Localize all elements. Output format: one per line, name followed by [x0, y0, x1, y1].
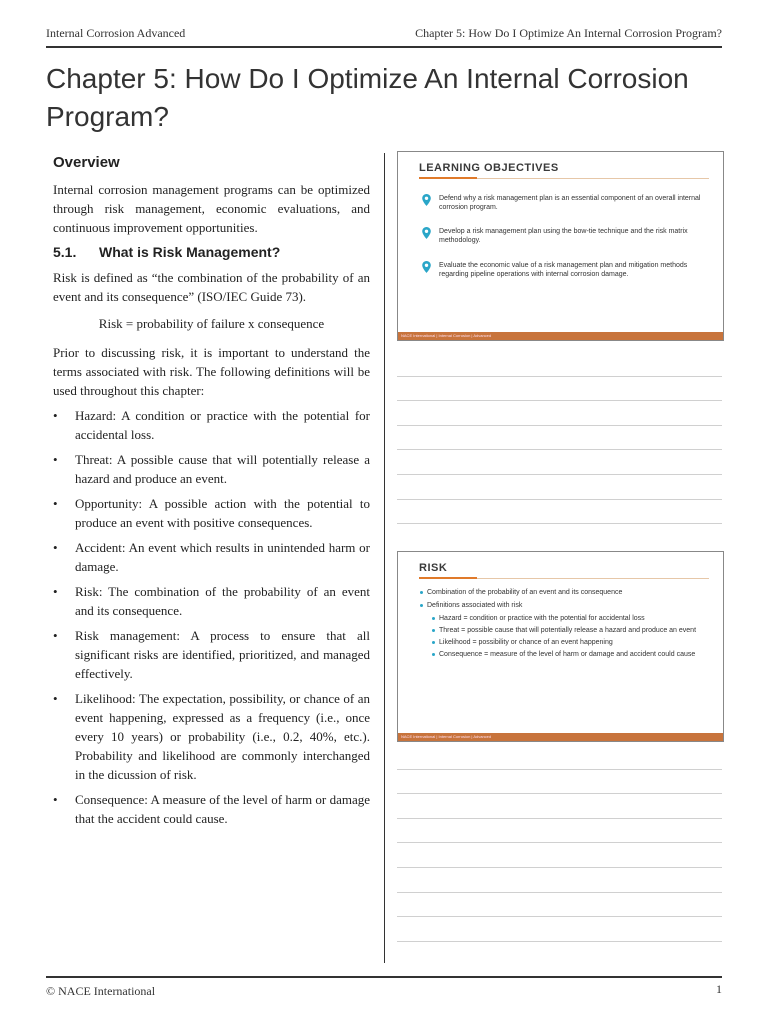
objective-text: Defend why a risk management plan is an essential component of an overall internal corrosion program.	[439, 195, 701, 211]
list-item: Definitions associated with risk	[419, 601, 714, 610]
list-item: • Threat: A possible cause that will potentially release a hazard and produce an event.	[53, 450, 370, 488]
header-left: Internal Corrosion Advanced	[46, 26, 186, 40]
slide-title-underline	[419, 578, 709, 579]
page-number: 1	[716, 982, 722, 996]
column-divider	[384, 153, 385, 963]
overview-paragraph: Internal corrosion management programs can be optimized through risk management, economic evaluations, and continuous improvement opportunities.	[53, 182, 370, 235]
slide-footer-text: NACE International | Internal Corrosion | Advanced	[401, 333, 492, 338]
definitions-intro: Prior to discussing risk, it is important to understand the terms associated with risk. The following definitions will be used throughout this chapter:	[53, 345, 370, 398]
objective-text: Evaluate the economic value of a risk management plan and mitigation methods regarding pipeline operations with internal corrosion damage.	[439, 262, 688, 278]
risk-definition: Risk is defined as “the combination of the probability of an event and its consequence” (ISO/IEC Guide 73).	[53, 270, 370, 304]
slide-title-underline	[419, 178, 709, 179]
header-right: Chapter 5: How Do I Optimize An Internal Corrosion Program?	[415, 26, 722, 40]
slide-risk	[397, 551, 724, 742]
list-item: • Risk management: A process to ensure that all significant risks are identified, prioritized, and managed effectively.	[53, 626, 370, 683]
slide-footer-text: NACE International | Internal Corrosion | Advanced	[401, 734, 492, 739]
notes-lines-bottom	[397, 745, 722, 942]
section-heading	[53, 243, 370, 262]
page-title: Chapter 5: How Do I Optimize An Internal Corrosion Program?	[46, 63, 689, 132]
risk-formula: Risk = probability of failure x consequence	[98, 316, 325, 331]
slide-footer	[398, 332, 723, 340]
list-item: • Opportunity: A possible action with the potential to produce an event with positive consequences.	[53, 494, 370, 532]
risk-bullet-list	[419, 588, 714, 662]
copyright: © NACE International	[46, 984, 156, 998]
objective-item	[422, 227, 702, 245]
overview-heading: Overview	[53, 154, 120, 171]
slide-footer	[398, 733, 723, 741]
list-item: Likelihood = possibility or chance of an event happening	[431, 638, 714, 647]
objective-text: Develop a risk management plan using the bow-tie technique and the risk matrix methodology.	[439, 228, 688, 244]
list-item: Consequence = measure of the level of harm or damage and accident could cause	[431, 650, 714, 659]
section-title: What is Risk Management?	[99, 244, 281, 260]
objective-item	[422, 194, 702, 212]
location-pin-icon	[422, 194, 431, 206]
list-item: • Consequence: A measure of the level of harm or damage that the accident could cause.	[53, 790, 370, 828]
page-header	[46, 26, 722, 48]
objective-item	[422, 261, 702, 279]
definitions-list	[53, 406, 370, 828]
location-pin-icon	[422, 261, 431, 273]
main-text-column	[53, 153, 370, 834]
list-item: • Hazard: A condition or practice with the potential for accidental loss.	[53, 406, 370, 444]
slide-learning-objectives	[397, 151, 724, 341]
location-pin-icon	[422, 227, 431, 239]
notes-lines-top	[397, 352, 722, 524]
list-item: Hazard = condition or practice with the potential for accidental loss	[431, 614, 714, 623]
list-item: • Risk: The combination of the probability of an event and its consequence.	[53, 582, 370, 620]
list-item: Threat = possible cause that will potentially release a hazard and produce an event	[431, 626, 714, 635]
section-number: 5.1.	[53, 244, 77, 260]
list-item: Combination of the probability of an event and its consequence	[419, 588, 714, 597]
slide-title: LEARNING OBJECTIVES	[419, 162, 559, 174]
list-item: • Likelihood: The expectation, possibility, or chance of an event happening, expressed as a frequency (i.e., once every 10 years) or probability (i.e., 0.2, 40%, etc.). Probability and likelihood are commonly interchanged in the dicussion of risk.	[53, 689, 370, 784]
slide-title: RISK	[419, 562, 448, 574]
page-footer	[46, 976, 722, 998]
list-item: • Accident: An event which results in unintended harm or damage.	[53, 538, 370, 576]
